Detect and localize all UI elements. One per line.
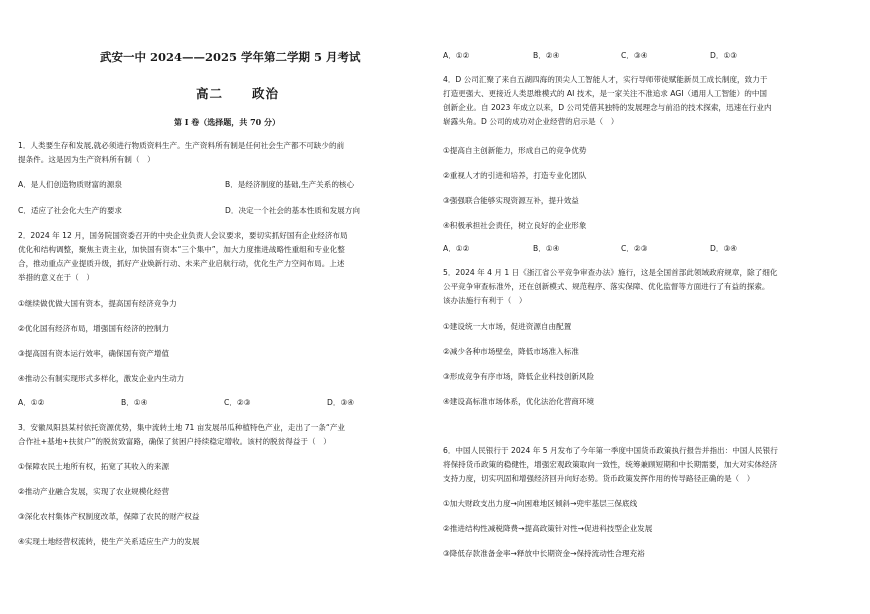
q6-statement-2: ②推进结构性减税降费→提高政策针对性→促进科技型企业发展: [443, 524, 653, 533]
q1-stem-line2: 提条件。这是因为生产资料所有制（ ）: [18, 155, 155, 164]
q4-stem-line2: 打造更强大、更接近人类思维模式的 AI 技术，是一家关注不准追求 AGI（通用人工智能）的中国: [443, 89, 768, 98]
q6-statement-3: ③降低存款准备金率→释放中长期资金→保持流动性合理充裕: [443, 549, 645, 558]
q3-option-a[interactable]: A．①②: [443, 51, 470, 60]
q6-stem-line2: 将保持货币政策的稳健性，增强宏观政策取向一致性，统筹兼顾短期和中长期需要，加大对实体经济: [443, 460, 778, 469]
q5-stem-line1: 5．2024 年 4 月 1 日《浙江省公平竞争审查办法》施行，这是全国首部此领域政府规章，除了细化: [443, 268, 778, 277]
q3-statement-1: ①保障农民土地所有权，拓宽了其收入的来源: [18, 462, 170, 471]
q4-statement-3: ③强强联合能够实现资源互补，提升效益: [443, 196, 579, 205]
q3-stem-line1: 3．安徽凤阳县某村依托资源优势，集中流转土地 71 亩发展吊瓜种植特色产业，走出了一条“产业: [18, 423, 346, 432]
q1-option-b[interactable]: B．是经济制度的基础,生产关系的核心: [225, 180, 355, 189]
q2-statement-4: ④推动公有制实现形式多样化，激发企业内生动力: [18, 374, 185, 383]
q1-stem-line1: 1．人类要生存和发展,就必须进行物质资料生产。生产资料所有制是任何社会生产都不可缺少的前: [18, 141, 345, 150]
exam-title: 武安一中 2024——2025 学年第二学期 5 月考试: [100, 50, 361, 64]
q3-statement-4: ④实现土地经营权流转，使生产关系适应生产力的发展: [18, 537, 200, 546]
subject-label: 政治: [252, 86, 280, 101]
q2-statement-1: ①继续做优做大国有资本，提高国有经济竞争力: [18, 299, 177, 308]
q3-option-d[interactable]: D．①③: [710, 51, 738, 60]
q2-stem-line2: 优化和结构调整，聚焦主责主业，加快国有资本“三个集中”，加大力度推进战略性重组和专业化整: [18, 245, 345, 254]
q5-statement-3: ③形成竞争有序市场，降低企业科技创新风险: [443, 372, 595, 381]
q4-option-c[interactable]: C．②③: [621, 244, 648, 253]
q1-option-a[interactable]: A．是人们创造物质财富的源泉: [18, 180, 122, 189]
q6-stem-line1: 6．中国人民银行于 2024 年 5 月发布了今年第一季度中国货币政策执行报告并指出：中国人民银行: [443, 446, 778, 455]
q2-option-a[interactable]: A．①②: [18, 398, 45, 407]
q4-stem-line1: 4．D 公司汇聚了来自五湖四海的顶尖人工智能人才，实行导师带徒赋能新员工成长制度，致力于: [443, 75, 768, 84]
q6-statement-1: ①加大财政支出力度→向困难地区倾斜→兜牢基层三保底线: [443, 499, 638, 508]
q4-statement-1: ①提高自主创新能力，形成自己的竞争优势: [443, 146, 587, 155]
q2-option-b[interactable]: B．①④: [121, 398, 148, 407]
q3-option-c[interactable]: C．③④: [621, 51, 648, 60]
q4-statement-2: ②重视人才的引进和培养，打造专业化团队: [443, 171, 587, 180]
section-heading: 第 I 卷（选择题，共 70 分）: [174, 117, 281, 127]
q2-stem-line4: 举措的意义在于（ ）: [18, 273, 94, 282]
q4-stem-line3: 创新企业。自 2023 年成立以来，D 公司凭借其独特的发展理念与前沿的技术探索，迅速在行业内: [443, 103, 772, 112]
q3-statement-2: ②推动产业融合发展，实现了农业规模化经营: [18, 487, 170, 496]
grade-label: 高二: [196, 86, 224, 101]
q4-option-d[interactable]: D．③④: [710, 244, 738, 253]
q5-statement-1: ①建设统一大市场，促进资源自由配置: [443, 322, 572, 331]
q5-statement-2: ②减少各种市场壁垒，降低市场准入标准: [443, 347, 579, 356]
q3-statement-3: ③深化农村集体产权制度改革，保障了农民的财产权益: [18, 512, 200, 521]
q2-statement-3: ③提高国有资本运行效率，确保国有资产增值: [18, 349, 170, 358]
q5-stem-line3: 该办法施行有利于（ ）: [443, 296, 527, 305]
q4-option-a[interactable]: A．①②: [443, 244, 470, 253]
q6-stem-line3: 支持力度，切实巩固和增强经济回升向好态势。货币政策发挥作用的传导路径正确的是（ ）: [443, 474, 755, 483]
q2-stem-line1: 2．2024 年 12 月，国务院国资委召开的中央企业负责人会议要求，要切实抓好国有企业经济布局: [18, 231, 348, 240]
q1-option-d[interactable]: D．决定一个社会的基本性质和发展方向: [225, 206, 360, 215]
q2-statement-2: ②优化国有经济布局，增强国有经济的控制力: [18, 324, 170, 333]
q4-stem-line4: 崭露头角。D 公司的成功对企业经营的启示是（ ）: [443, 117, 619, 126]
q4-option-b[interactable]: B．①④: [533, 244, 560, 253]
q2-option-d[interactable]: D．③④: [327, 398, 355, 407]
q3-option-b[interactable]: B．②④: [533, 51, 560, 60]
q4-statement-4: ④积极承担社会责任，树立良好的企业形象: [443, 221, 587, 230]
q2-stem-line3: 合，推动重点产业提质升级，抓好产业焕新行动、未来产业启航行动，优化生产力空间布局。上述: [18, 259, 345, 268]
q2-option-c[interactable]: C．②③: [224, 398, 251, 407]
q1-option-c[interactable]: C．适应了社会化大生产的要求: [18, 206, 123, 215]
q5-stem-line2: 公平竞争审查标准外，还在创新模式、规范程序、落实保障、优化监督等方面进行了有益的探索。: [443, 282, 770, 291]
q3-stem-line2: 合作社+基地+扶贫户”的脱贫致富路，确保了贫困户持续稳定增收。该村的脱贫得益于（ ）: [18, 437, 331, 446]
q5-statement-4: ④建设高标准市场体系，优化法治化营商环境: [443, 397, 595, 406]
